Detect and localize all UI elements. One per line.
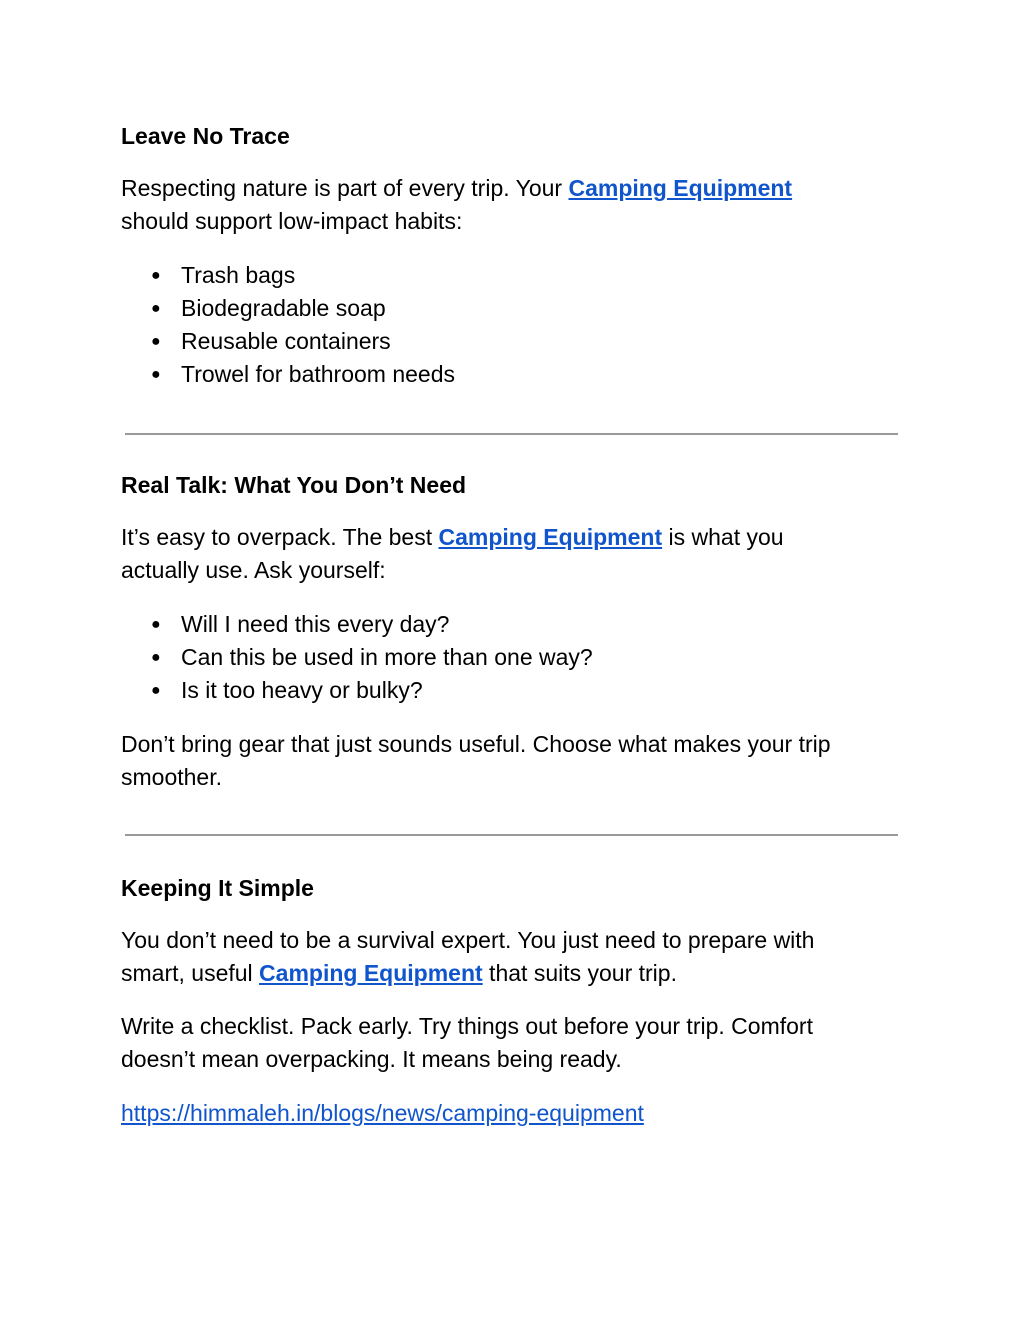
section-heading-leave-no-trace: Leave No Trace: [121, 123, 290, 149]
intro-text-continued: smart, useful: [121, 960, 260, 986]
intro-text: It’s easy to overpack. The best: [121, 524, 439, 550]
section-intro-leave-no-trace: [121, 172, 901, 238]
list-item: ● Is it too heavy or bulky?: [151, 674, 931, 707]
closing-text-continued: smoother.: [121, 764, 222, 790]
closing-text-continued: doesn’t mean overpacking. It means being ready.: [121, 1046, 622, 1072]
section-closing-real-talk: [121, 728, 901, 794]
list-item: ● Will I need this every day?: [151, 608, 931, 641]
section-closing-keeping-it-simple: [121, 1010, 901, 1076]
closing-text: Write a checklist. Pack early. Try things out before your trip. Comfort: [121, 1013, 813, 1039]
source-url-link[interactable]: https://himmaleh.in/blogs/news/camping-equipment: [121, 1100, 644, 1126]
intro-text-continued: actually use. Ask yourself:: [121, 557, 386, 583]
bullet-list-real-talk: [121, 608, 931, 707]
camping-equipment-link[interactable]: Camping Equipment: [259, 960, 483, 986]
list-item: ● Biodegradable soap: [151, 292, 931, 325]
list-item: ● Reusable containers: [151, 325, 931, 358]
footer-link-paragraph: [121, 1097, 901, 1130]
intro-text: You don’t need to be a survival expert. You just need to prepare with: [121, 927, 815, 953]
section-divider: [125, 433, 898, 435]
section-divider: [125, 834, 898, 836]
list-item: ● Trash bags: [151, 259, 931, 292]
list-item: ● Can this be used in more than one way?: [151, 641, 931, 674]
bullet-list-leave-no-trace: [121, 259, 931, 391]
section-heading-keeping-it-simple: Keeping It Simple: [121, 875, 314, 901]
list-item: ● Trowel for bathroom needs: [151, 358, 931, 391]
section-heading-real-talk: Real Talk: What You Don’t Need: [121, 472, 467, 498]
intro-text-continued: should support low-impact habits:: [121, 208, 463, 234]
section-intro-keeping-it-simple: [121, 924, 901, 990]
camping-equipment-link[interactable]: Camping Equipment: [438, 524, 663, 550]
section-intro-real-talk: [121, 521, 901, 587]
camping-equipment-link[interactable]: Camping Equipment: [568, 175, 793, 201]
intro-text-tail: is what you: [662, 524, 784, 550]
intro-text-tail: that suits your trip.: [482, 960, 677, 986]
intro-text: Respecting nature is part of every trip. Your: [121, 175, 569, 201]
closing-text: Don’t bring gear that just sounds useful. Choose what makes your trip: [121, 731, 831, 757]
